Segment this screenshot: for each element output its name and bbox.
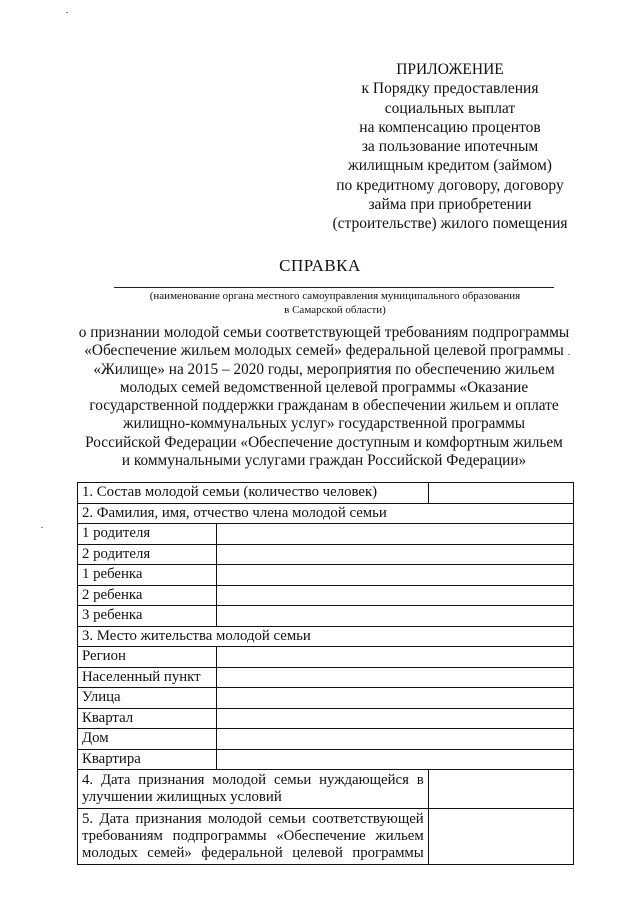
table-row [78,585,574,606]
label-line: требованиям подпрограммы «Обеспечение жильем [82,828,424,844]
subject-line: «Обеспечение жильем молодых семей» федеральной целевой программы [84,342,564,360]
appendix-line: социальных выплат [384,99,516,117]
address-label: Улица [78,688,217,709]
member-value[interactable] [216,606,573,627]
appendix-line: на компенсацию процентов [359,118,541,136]
table-row [78,809,574,865]
caption-line: (наименование органа местного самоуправления муниципального образования [149,290,521,302]
family-info-table [77,482,574,865]
table-row [78,483,574,504]
member-value[interactable] [216,544,573,565]
authority-name-line [114,287,554,288]
member-value[interactable] [216,565,573,586]
table-row [78,544,574,565]
table-row [78,667,574,688]
appendix-header [330,60,570,234]
eligibility-date-value[interactable] [428,809,573,865]
table-row [78,708,574,729]
appendix-line: ПРИЛОЖЕНИЕ [396,61,504,78]
address-label: Дом [78,729,217,750]
member-label: 3 ребенка [78,606,217,627]
table-row [78,688,574,709]
address-value[interactable] [216,708,573,729]
eligibility-date-label [78,809,429,865]
table-row [78,524,574,545]
address-value[interactable] [216,647,573,668]
family-size-label: 1. Состав молодой семьи (количество человек) [78,483,429,504]
subject-line: государственной поддержки гражданам в обеспечении жильем и оплате [89,397,559,415]
appendix-line: по кредитному договору, договору [336,176,564,194]
member-label: 1 родителя [78,524,217,545]
table-row [78,770,574,809]
table-row [78,749,574,770]
need-recognition-date-label [78,770,429,809]
address-value[interactable] [216,688,573,709]
scan-speck [568,354,570,355]
table-row [78,565,574,586]
table-row [78,503,574,524]
address-label: Квартал [78,708,217,729]
subject-line: Российской Федерации «Обеспечение доступным и комфортным жильем [85,433,563,451]
subject-line: жилищно-коммунальных услуг» государственной программы [122,415,526,433]
subject-line: молодых семей ведомственной целевой программы «Оказание [119,378,529,396]
appendix-line: жилищным кредитом (займом) [348,157,552,175]
address-value[interactable] [216,749,573,770]
member-value[interactable] [216,585,573,606]
address-value[interactable] [216,729,573,750]
member-label: 2 ребенка [78,585,217,606]
table-row [78,647,574,668]
label-line: 4. Дата признания молодой семьи нуждающейся в [82,772,424,788]
caption-line: в Самарской области) [284,304,386,316]
scan-speck [66,12,68,13]
appendix-line: займа при приобретении [368,196,532,214]
address-label: Квартира [78,749,217,770]
subject-line: «Жилище» на 2015 – 2020 годы, мероприятия по обеспечению жильем [93,360,555,378]
address-label: Регион [78,647,217,668]
member-label: 2 родителя [78,544,217,565]
appendix-line: (строительстве) жилого помещения [332,215,568,233]
residence-section-label: 3. Место жительства молодой семьи [78,626,574,647]
label-line: молодых семей» федеральной целевой программы [82,845,424,861]
appendix-line: к Порядку предоставления [361,80,539,98]
label-line: 5. Дата признания молодой семьи соответствующей [82,811,424,827]
subject-line: о признании молодой семьи соответствующей требованиям подпрограммы [78,324,570,341]
members-section-label: 2. Фамилия, имя, отчество члена молодой семьи [78,503,574,524]
family-size-value[interactable] [428,483,573,504]
table-row [78,626,574,647]
authority-caption [110,289,560,317]
table-row [78,606,574,627]
scan-speck [41,527,43,528]
address-label: Населенный пункт [78,667,217,688]
subject-line: и коммунальными услугами граждан Российской Федерации» [121,452,527,470]
need-recognition-date-value[interactable] [428,770,573,809]
table-row [78,729,574,750]
member-label: 1 ребенка [78,565,217,586]
appendix-line: за пользование ипотечным [361,138,539,156]
label-line: улучшении жилищных условий [82,789,282,805]
member-value[interactable] [216,524,573,545]
address-value[interactable] [216,667,573,688]
certificate-subject [72,324,576,470]
document-title: СПРАВКА [279,256,361,275]
